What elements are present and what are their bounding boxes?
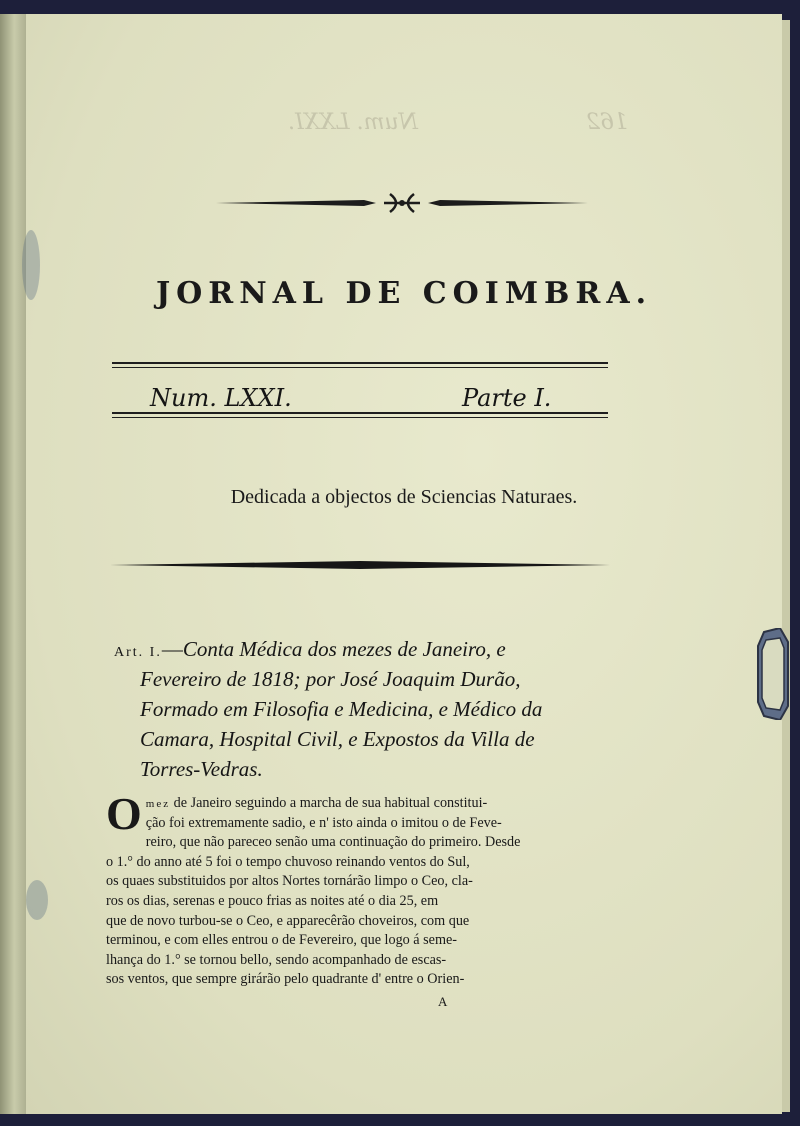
issue-number: Num. LXXI. (150, 384, 292, 412)
journal-title: JORNAL DE COIMBRA. (155, 276, 653, 311)
bottom-rule-1 (112, 412, 608, 414)
facing-page-edge (0, 14, 28, 1114)
book-page (26, 14, 782, 1114)
article-title-text-1: Conta Médica dos mezes de Janeiro, e (182, 637, 506, 661)
article-title-line-5: Torres-Vedras. (140, 757, 263, 781)
body-line-5: os quaes substituidos por altos Nortes tornárão limpo o Ceo, cla- (106, 873, 473, 890)
ornament-divider (214, 190, 590, 216)
body-line-10: sos ventos, que sempre girárão pelo quadrante d' entre o Orien- (106, 971, 465, 988)
body-line-4: o 1.° do anno até 5 foi o tempo chuvoso reinando ventos do Sul, (106, 853, 470, 870)
body-line-7: que de novo turbou-se o Ceo, e apparecêrão choveiros, com que (106, 912, 470, 929)
top-rule-2 (112, 367, 608, 368)
page-clip-tab (756, 628, 790, 720)
body-line-2: ção foi extremamente sadio, e n' isto ainda o imitou o de Feve- (145, 814, 502, 831)
article-body (106, 788, 646, 990)
body-line-3: reiro, que não pareceo senão uma continuação do primeiro. Desde (145, 834, 521, 851)
signature-mark: A (438, 994, 448, 1009)
bottom-rule-2 (112, 417, 608, 418)
article-label: Art. I. (114, 645, 162, 660)
body-line-1 (106, 794, 646, 814)
article-title-line-4: Camara, Hospital Civil, e Expostos da Villa de (140, 727, 535, 751)
dedication-line: Dedicada a objectos de Sciencias Naturaes. (230, 486, 578, 508)
body-line-8: terminou, e com elles entrou o de Fevereiro, que logo á seme- (106, 932, 458, 949)
part-number: Parte I. (462, 384, 552, 412)
drop-cap: O (106, 788, 142, 839)
top-rule-1 (112, 362, 608, 364)
margin-stain (26, 880, 48, 920)
margin-stain (22, 230, 40, 300)
article-dash: — (161, 637, 183, 661)
bleed-through-page-number: 162 (586, 110, 628, 135)
bleed-through-header: Num. LXXI. (288, 110, 418, 135)
body-line-9: lhança do 1.° se tornou bello, sendo acompanhado de escas- (106, 951, 447, 968)
body-line-6: ros os dias, serenas e pouco frias as noites até o dia 25, em (106, 892, 439, 909)
article-heading (114, 634, 654, 784)
body-line-1-text: de Janeiro seguindo a marcha de sua habitual constitui- (173, 795, 488, 811)
page-fore-edge (782, 20, 790, 1112)
first-word: mez (145, 798, 171, 810)
article-title-line-3: Formado em Filosofia e Medicina, e Médico da (140, 697, 543, 721)
article-title-line-2: Fevereiro de 1818; por José Joaquim Durão, (140, 667, 521, 691)
thick-tapered-rule (110, 560, 610, 570)
article-title-line-1 (114, 634, 654, 664)
